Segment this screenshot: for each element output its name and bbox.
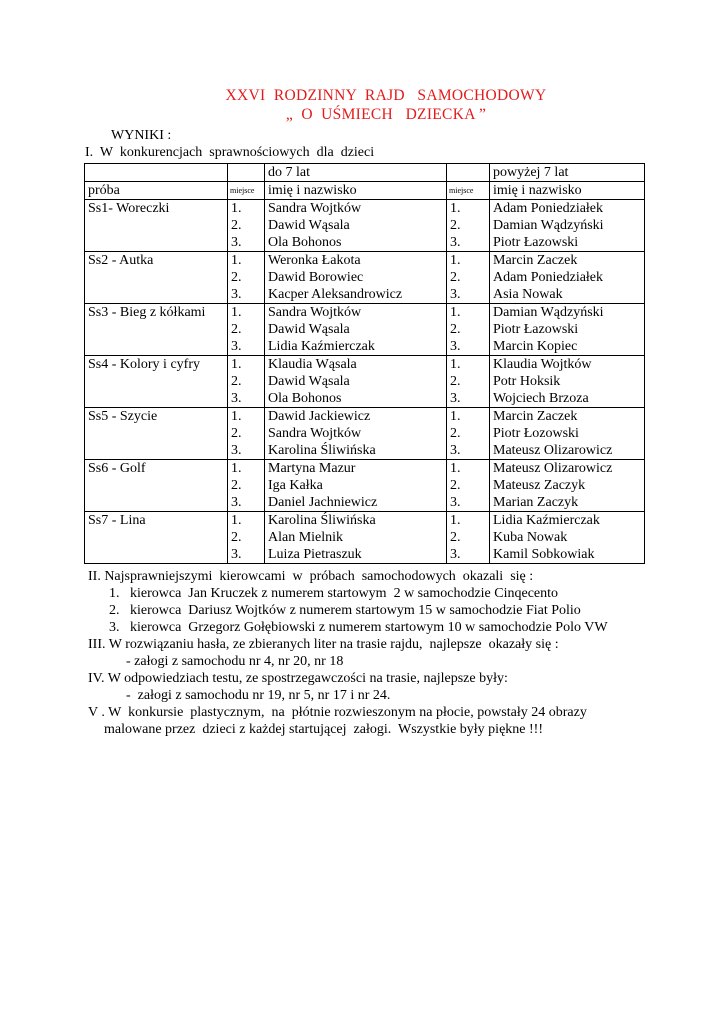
place-over-7-entry: 3. [450,287,461,302]
place-under-7-entry: 2. [231,374,242,389]
trial-name: Ss7 - Lina [85,512,228,564]
place-over-7-entry: 3. [450,547,461,562]
table-row [85,460,645,512]
place-under-7 [228,408,265,460]
place-under-7 [228,356,265,408]
winners-under-7-entry: Dawid Jackiewicz [268,409,371,424]
winners-over-7-entry: Potr Hoksik [493,374,561,389]
winners-over-7-entry: Damian Wądzyński [493,305,604,320]
winners-under-7-entry: Klaudia Wąsala [268,357,357,372]
winners-under-7 [265,356,447,408]
place-over-7-entry: 2. [450,374,461,389]
place-under-7-entry: 3. [231,287,242,302]
place-over-7-entry: 1. [450,305,461,320]
table-group-header-row [85,164,645,182]
place-over-7-entry: 1. [450,513,461,528]
winners-over-7-entry: Piotr Łazowski [493,235,579,250]
winners-under-7-entry: Ola Bohonos [268,235,342,250]
winners-under-7 [265,408,447,460]
place-under-7-entry: 2. [231,426,242,441]
section-1-heading: I. W konkurencjach sprawnościowych dla dzieci [85,145,375,160]
section-2-heading: II. Najsprawniejszymi kierowcami w próbach samochodowych okazali się : [88,569,534,584]
winners-over-7 [490,304,645,356]
winners-over-7-entry: Klaudia Wojtków [493,357,592,372]
results-table [84,163,645,564]
winners-under-7-entry: Karolina Śliwińska [268,513,376,528]
place-under-7-entry: 3. [231,391,242,406]
winners-over-7 [490,356,645,408]
section-5-line: V . W konkursie plastycznym, na płótnie rozwieszonym na płocie, powstały 24 obrazy [88,705,587,720]
table-row [85,512,645,564]
place-under-7-entry: 3. [231,235,242,250]
place-under-7-entry: 1. [231,201,242,216]
place-over-7-entry: 2. [450,218,461,233]
place-under-7-entry: 1. [231,409,242,424]
table-row [85,408,645,460]
place-over-7 [447,200,490,252]
winners-over-7-entry: Piotr Łozowski [493,426,579,441]
section-2-item: 2. kierowca Dariusz Wojtków z numerem startowym 15 w samochodzie Fiat Polio [109,603,581,618]
place-over-7-entry: 2. [450,270,461,285]
winners-under-7-entry: Dawid Borowiec [268,270,364,285]
col-place-header: miejsce [228,182,265,200]
place-under-7-entry: 3. [231,339,242,354]
winners-under-7-entry: Luiza Pietraszuk [268,547,362,562]
trial-name: Ss3 - Bieg z kółkami [85,304,228,356]
place-under-7 [228,200,265,252]
winners-over-7-entry: Marcin Zaczek [493,409,578,424]
winners-under-7 [265,512,447,564]
winners-under-7 [265,460,447,512]
place-over-7 [447,252,490,304]
place-under-7-entry: 1. [231,305,242,320]
winners-under-7-entry: Dawid Wąsala [268,322,350,337]
place-under-7-entry: 3. [231,443,242,458]
col-place-header: miejsce [447,182,490,200]
document-title: XXVI RODZINNY RAJD SAMOCHODOWY [225,87,547,104]
winners-under-7-entry: Iga Kałka [268,478,323,493]
place-under-7-entry: 3. [231,495,242,510]
place-under-7-entry: 2. [231,322,242,337]
col-name-header: imię i nazwisko [265,182,447,200]
winners-under-7-entry: Dawid Wąsala [268,374,350,389]
table-row [85,304,645,356]
place-over-7-entry: 3. [450,235,461,250]
winners-under-7-entry: Ola Bohonos [268,391,342,406]
winners-over-7-entry: Lidia Kaźmierczak [493,513,600,528]
winners-under-7-entry: Karolina Śliwińska [268,443,376,458]
place-under-7 [228,460,265,512]
winners-over-7-entry: Piotr Łazowski [493,322,579,337]
trial-name: Ss2 - Autka [85,252,228,304]
group-under-7: do 7 lat [265,164,447,182]
place-over-7-entry: 1. [450,357,461,372]
winners-over-7 [490,252,645,304]
winners-over-7-entry: Wojciech Brzoza [493,391,589,406]
winners-over-7-entry: Mateusz Olizarowicz [493,443,613,458]
winners-over-7-entry: Marcin Kopiec [493,339,578,354]
place-under-7-entry: 1. [231,357,242,372]
winners-under-7-entry: Weronka Łakota [268,253,361,268]
winners-over-7 [490,408,645,460]
place-over-7-entry: 1. [450,201,461,216]
section-2-item: 1. kierowca Jan Kruczek z numerem startowym 2 w samochodzie Cinqecento [109,586,559,601]
place-under-7-entry: 2. [231,530,242,545]
place-under-7 [228,252,265,304]
table-empty-cell [228,164,265,182]
place-over-7-entry: 2. [450,530,461,545]
trial-name: Ss1- Woreczki [85,200,228,252]
place-over-7-entry: 2. [450,322,461,337]
winners-under-7 [265,200,447,252]
winners-over-7 [490,460,645,512]
place-under-7 [228,304,265,356]
section-4-heading: IV. W odpowiedziach testu, ze spostrzegawczości na trasie, najlepsze były: [88,671,508,686]
place-over-7-entry: 1. [450,253,461,268]
table-row [85,252,645,304]
place-over-7-entry: 1. [450,409,461,424]
col-trial-header: próba [85,182,228,200]
table-row [85,356,645,408]
winners-over-7-entry: Marian Zaczyk [493,495,579,510]
place-under-7-entry: 1. [231,513,242,528]
winners-under-7-entry: Alan Mielnik [268,530,344,545]
trial-name: Ss5 - Szycie [85,408,228,460]
winners-over-7 [490,200,645,252]
place-over-7-entry: 3. [450,391,461,406]
winners-over-7 [490,512,645,564]
place-under-7-entry: 3. [231,547,242,562]
winners-under-7 [265,252,447,304]
place-over-7-entry: 3. [450,339,461,354]
place-under-7-entry: 2. [231,218,242,233]
winners-under-7-entry: Dawid Wąsala [268,218,350,233]
place-over-7-entry: 3. [450,443,461,458]
section-5-line: malowane przez dzieci z każdej startującej załogi. Wszystkie były piękne !!! [104,722,543,737]
winners-under-7 [265,304,447,356]
section-3-heading: III. W rozwiązaniu hasła, ze zbieranych liter na trasie rajdu, najlepsze okazały się : [88,637,559,652]
place-under-7 [228,512,265,564]
section-4-item: - załogi z samochodu nr 19, nr 5, nr 17 i nr 24. [126,688,391,703]
place-over-7 [447,408,490,460]
place-over-7-entry: 1. [450,461,461,476]
section-2-item: 3. kierowca Grzegorz Gołębiowski z numerem startowym 10 w samochodzie Polo VW [109,620,608,635]
winners-over-7-entry: Asia Nowak [493,287,563,302]
place-under-7-entry: 2. [231,270,242,285]
place-under-7-entry: 2. [231,478,242,493]
place-over-7-entry: 2. [450,478,461,493]
winners-over-7-entry: Mateusz Zaczyk [493,478,586,493]
winners-over-7-entry: Adam Poniedziałek [493,201,604,216]
winners-over-7-entry: Kamil Sobkowiak [493,547,595,562]
winners-over-7-entry: Damian Wądzyński [493,218,604,233]
winners-under-7-entry: Daniel Jachniewicz [268,495,378,510]
table-empty-cell [85,164,228,182]
place-under-7-entry: 1. [231,253,242,268]
results-label: WYNIKI : [111,128,172,143]
trial-name: Ss6 - Golf [85,460,228,512]
place-over-7 [447,460,490,512]
place-over-7-entry: 3. [450,495,461,510]
winners-over-7-entry: Marcin Zaczek [493,253,578,268]
winners-under-7-entry: Martyna Mazur [268,461,356,476]
winners-under-7-entry: Kacper Aleksandrowicz [268,287,403,302]
winners-under-7-entry: Sandra Wojtków [268,305,362,320]
place-over-7 [447,304,490,356]
winners-over-7-entry: Adam Poniedziałek [493,270,604,285]
table-empty-cell [447,164,490,182]
winners-under-7-entry: Sandra Wojtków [268,201,362,216]
section-3-item: - załogi z samochodu nr 4, nr 20, nr 18 [126,654,344,669]
winners-under-7-entry: Sandra Wojtków [268,426,362,441]
place-over-7 [447,356,490,408]
place-over-7 [447,512,490,564]
winners-under-7-entry: Lidia Kaźmierczak [268,339,375,354]
place-over-7-entry: 2. [450,426,461,441]
table-column-header-row [85,182,645,200]
trial-name: Ss4 - Kolory i cyfry [85,356,228,408]
table-row [85,200,645,252]
document-subtitle: „ O UŚMIECH DZIECKA ” [285,106,487,123]
col-name-header: imię i nazwisko [490,182,645,200]
place-under-7-entry: 1. [231,461,242,476]
winners-over-7-entry: Kuba Nowak [493,530,568,545]
group-over-7: powyżej 7 lat [490,164,645,182]
winners-over-7-entry: Mateusz Olizarowicz [493,461,613,476]
